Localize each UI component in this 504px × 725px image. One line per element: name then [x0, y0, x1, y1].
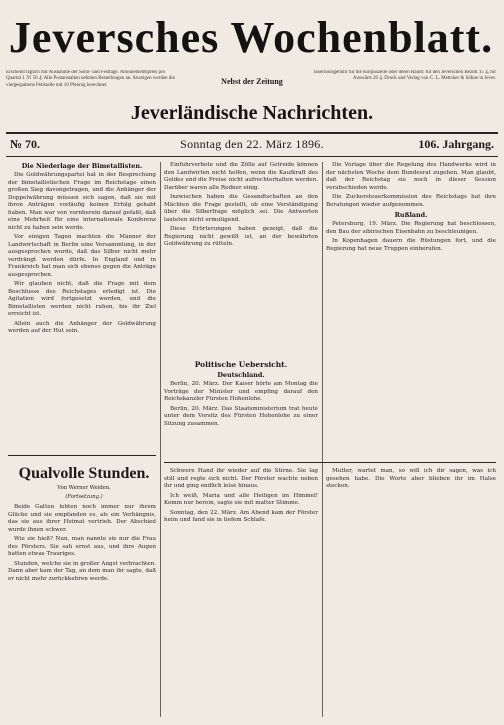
column-separator	[322, 162, 323, 717]
column-2-article	[164, 162, 318, 358]
article-paragraph: Diese Erörterungen haben gezeigt, daß die Regierung nicht gewillt ist, an der bewährten Goldwährung zu rütteln.	[164, 226, 318, 247]
subscription-notice: Erscheint täglich mit Ausnahme der Sonn- und Festtage. Abonnementspreis pro Quartal 1 ℳ 50 ₰. Alle Postanstalten nehmen Bestellungen an. Anzeigen werden die viergespaltene Petitzeile mit 10 Pfennig berechnet.	[6, 70, 175, 88]
serial-continued-right	[326, 468, 496, 716]
article-heading: Die Niederlage der Bimetallisten.	[21, 162, 143, 170]
volume-year: 106. Jahrgang.	[418, 137, 494, 151]
article-paragraph: Die Goldwährungspartei hat in der Besprechung der bimetallistischen Frage im Reichstage einen großen Sieg davongetragen, und die Anhänger der Doppelwährung müssen sich sagen, daß sie mit ihren Anträgen vorläufig keinen Erfolg gehabt haben. Man war von vornherein darauf gefaßt, daß eine Mehrheit für eine internationale Konferenz nicht zu haben sein werde.	[8, 172, 156, 231]
serial-author: Von Werner Weiden.	[57, 485, 111, 491]
article-paragraph: Einfuhrverbote und die Zölle auf Getreide können den Landwirten nicht helfen, wenn die Kaufkraft des Geldes und die Preise nicht aufrechterhalten werden. Darüber waren alle Redner einig.	[164, 162, 318, 191]
top-rule	[6, 132, 498, 134]
column-3-article	[326, 162, 496, 458]
issue-date: Sonntag den 22. März 1896.	[180, 137, 324, 151]
column-1-article	[8, 162, 156, 452]
insertion-notice: Insertionsgebühr für die Korpuszeile oder deren Raum: für den Jeverschen Bezirk 15 ₰, für Auswärts 20 ₰. Druck und Verlag von C. L. Mettcker & Söhne in Jever.	[313, 70, 496, 82]
serial-continuation: (Fortsetzung.)	[65, 494, 103, 500]
serial-paragraph: Mutter, wartet man, so will ich dir sagen, was ich gesehen habe. Die Worte aber blieben ihr im Halse stecken.	[326, 468, 496, 489]
serial-paragraph: Stunden, welche sie in großer Angst verbrachten. Dann aber kam der Tag, an dem man ihr sagte, daß er nicht mehr zurückkehren werde.	[8, 560, 156, 582]
masthead-title: Jeversches Wochenblatt.	[8, 13, 494, 62]
serial-paragraph: Sonntag, den 22. März. Am Abend kam der Förster heim und fand sie in tiefem Schlafe.	[164, 509, 318, 523]
political-overview	[164, 371, 318, 461]
supplement-line: Nebst der Zeitung	[221, 77, 283, 86]
article-paragraph: Vor einigen Tagen machten die Männer der Landwirtschaft in Berlin eine Versammlung, in der ausgesprochen wurde, daß das Silber nicht mehr verdrängt werden dürfe. In England und in Frankreich hat man sich ebenso gegen die Anträge ausgesprochen.	[8, 234, 156, 278]
serial-paragraph: Beide Gatten lebten noch immer nur ihrem Glücke und sie empfanden es, als ein Verhängnis, das sie aus ihrer Heimat vertrieb. Der Abschied wurde ihnen schwer.	[8, 504, 156, 533]
dateline-rule	[6, 156, 498, 157]
serial-title: Qualvolle Stunden.	[18, 465, 150, 482]
region-heading: Deutschland.	[217, 371, 265, 379]
feuilleton-divider	[164, 462, 496, 463]
serial-divider	[8, 455, 156, 456]
serial-continued-middle	[164, 468, 318, 716]
serial-paragraph: Schwere Hand ihr wieder auf die Stirne. Sie lag still und regte sich nicht. Der Förster wachte neben ihr und ging endlich leise hinaus.	[164, 468, 318, 489]
serial-paragraph: Ich weiß, Maria und alle Heiligen im Himmel! Komm nur herein, sagte sie mit matter Stimme.	[164, 492, 318, 506]
column-separator	[160, 162, 161, 717]
masthead-subtitle: Jeverländische Nachrichten.	[130, 102, 374, 124]
news-paragraph: Berlin, 20. März. Der Kaiser hörte am Montag die Vorträge der Minister und empfing darauf den Reichskanzler Fürsten Hohenlohe.	[164, 381, 318, 402]
article-paragraph: Allein auch die Anhänger der Goldwährung werden auf der Hut sein.	[8, 320, 156, 334]
section-heading: Politische Uebersicht.	[194, 360, 288, 369]
news-paragraph: Die Vorlage über die Regelung des Handwerks wird in der nächsten Woche dem Bundesrat zugehen. Man glaubt, daß der Reichstag sie noch in dieser Session verabschieden werde.	[326, 162, 496, 191]
news-paragraph: In Kopenhagen dauern die Rüstungen fort, und die Regierung hat neue Truppen einberufen.	[326, 238, 496, 252]
news-paragraph: Petersburg, 19. März. Die Regierung hat beschlossen, den Bau der sibirischen Eisenbahn zu beschleunigen.	[326, 221, 496, 235]
issue-number: № 70.	[10, 137, 41, 151]
region-heading: Rußland.	[394, 211, 428, 219]
news-paragraph: Berlin, 20. März. Das Staatsministerium trat heute unter dem Vorsitz des Fürsten Hohenlohe zu einer Sitzung zusammen.	[164, 405, 318, 427]
article-paragraph: Inzwischen haben die Gesandtschaften an den Mächten die Frage gestellt, ob eine Verständigung über die Silberfrage möglich sei. Die Antworten lauteten nicht ermutigend.	[164, 194, 318, 223]
dateline	[8, 137, 496, 155]
news-paragraph: Die Zuckersteuerkommission des Reichstags hat ihre Beratungen wieder aufgenommen.	[326, 194, 496, 208]
article-paragraph: Wir glauben nicht, daß die Frage mit dem Beschlusse des Reichstages erledigt ist. Die Agitation wird fortgesetzt werden, und die Bimetallisten werden nicht ruhen, bis ihr Ziel erreicht ist.	[8, 281, 156, 317]
serial-text	[8, 504, 156, 716]
serial-paragraph: Wie sie hieß? Nun, man nannte sie nur die Frau des Försters. Sie sah ernst aus, und ihre Augen hatten etwas Trauriges.	[8, 536, 156, 557]
